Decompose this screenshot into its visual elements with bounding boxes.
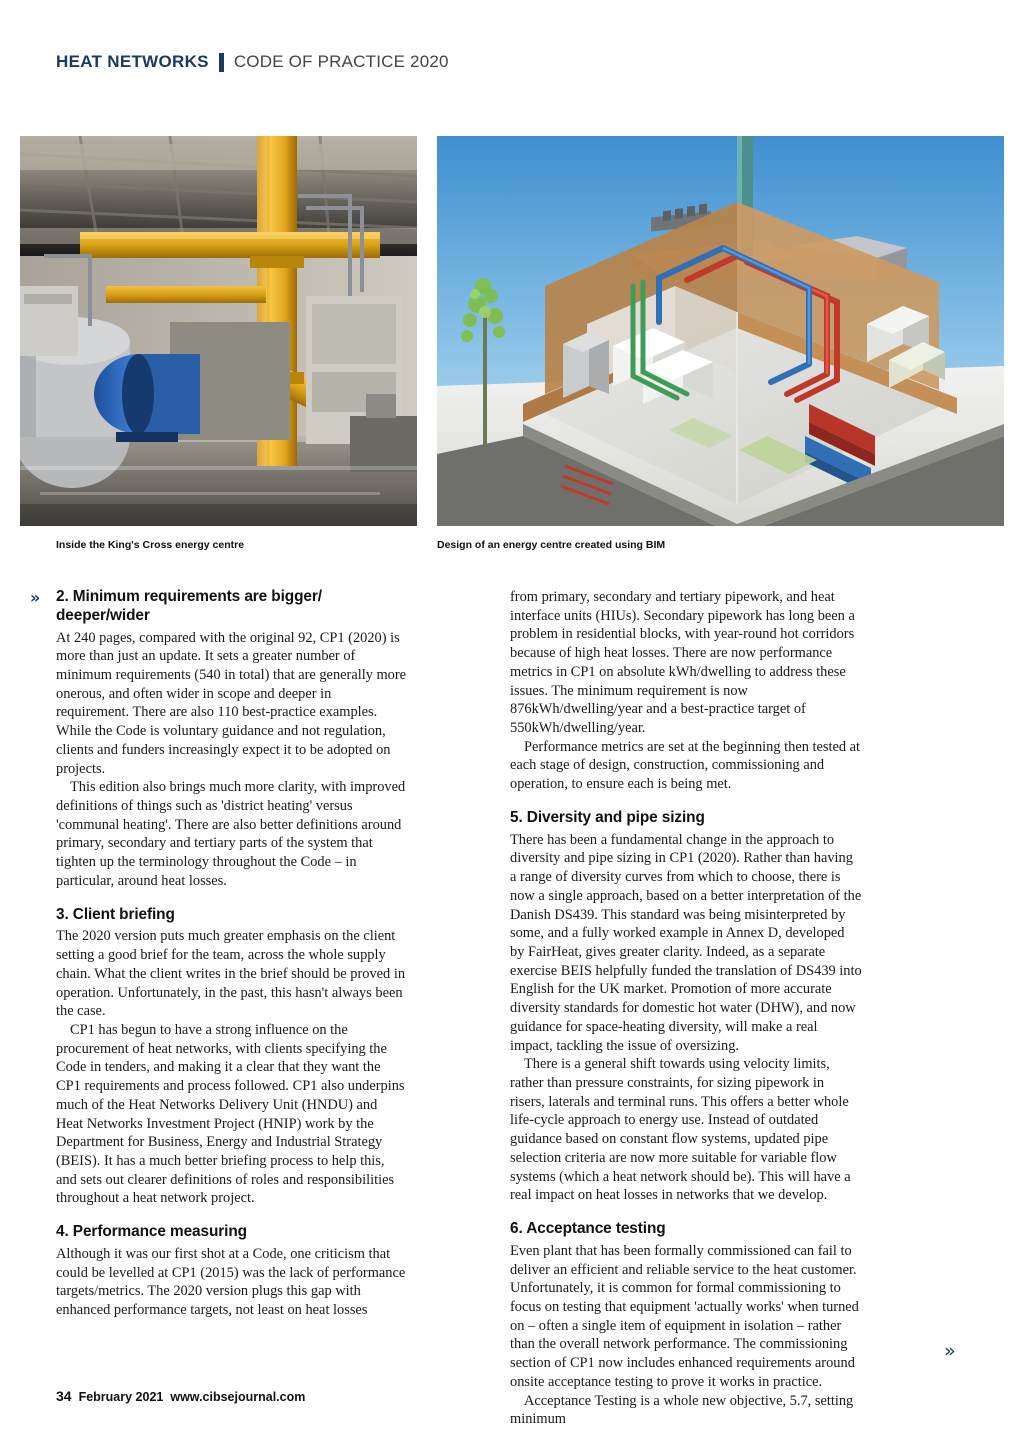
- header-title: HEAT NETWORKS: [56, 52, 209, 71]
- header-divider: [219, 53, 224, 72]
- issue-date: February 2021: [78, 1390, 164, 1404]
- header-subtitle: CODE OF PRACTICE 2020: [233, 52, 449, 71]
- heading-minimum-requirements: [30, 588, 408, 626]
- para-performance-measuring-3: Performance metrics are set at the beginning then tested at each stage of design, construction, commissioning and operation, to ensure each is being met.: [510, 738, 861, 793]
- para-client-briefing-2: CP1 has begun to have a strong influence on the procurement of heat networks, with clients specifying the Code in tenders, and making it a clear that they want the CP1 requirements and process followed. CP1 also underpins much of the Heat Networks Delivery Unit (HNDU) and Heat Networks Investment Project (HNIP) work by the Department for Business, Energy and Industrial Strategy (BEIS). It has a much better briefing process to help this, and sets out clearer definitions of roles and responsibilities throughout a heat network project.: [56, 1022, 405, 1207]
- para-diversity-2: There is a general shift towards using velocity limits, rather than pressure constraints, for sizing pipework in risers, laterals and terminal runs. This offers a better whole life-cycle approach to energy use. Instead of outdated guidance based on constant flow systems, updated pipe selection criteria are now more suitable for variable flow systems (which a heat network should be). This will have a real impact on heat losses in networks that we develop.: [510, 1056, 851, 1204]
- continuation-chevron-icon: »: [944, 1340, 956, 1362]
- para-acceptance-testing-2: Acceptance Testing is a whole new objective, 5.7, setting minimum: [510, 1392, 854, 1428]
- figure-caption-right: Design of an energy centre created using BIM: [437, 539, 666, 551]
- heading-client-briefing: 3. Client briefing: [56, 905, 175, 923]
- heading-performance-measuring: 4. Performance measuring: [56, 1223, 247, 1241]
- para-performance-measuring-2: from primary, secondary and tertiary pipework, and heat interface units (HIUs). Secondary pipework has long been a problem in residential blocks, with year-round hot corridors because of high heat losses. There are now performance metrics in CP1 on absolute kWh/dwelling to address these issues. The minimum requirement is now 876kWh/dwelling/year and a best-practice target of 550kWh/dwelling/year.: [510, 589, 855, 737]
- para-minimum-requirements-1: At 240 pages, compared with the original 92, CP1 (2020) is more than just an update. It sets a greater number of minimum requirements (540 in total) that are generally more onerous, and often wider in scope and deeper in requirement. There are also 110 best-practice examples. While the Code is voluntary guidance and not regulation, clients and funders increasingly expect it to be adopted on projects.: [56, 629, 407, 777]
- para-performance-measuring-1: Although it was our first shot at a Code, one criticism that could be levelled at CP1 (2015) was the lack of performance targets/metrics. The 2020 version plugs this gap with enhanced performance targets, not least on heat losses: [56, 1245, 406, 1319]
- heading-minimum-requirements-text: 2. Minimum requirements are bigger/ deeper/wider: [56, 588, 322, 624]
- heading-diversity-pipe-sizing: 5. Diversity and pipe sizing: [510, 808, 705, 826]
- bim-energy-centre-render: [437, 136, 1004, 526]
- para-minimum-requirements-2: This edition also brings much more clarity, with improved definitions of things such as 'district heating' versus 'communal heating'. There are also better definitions around primary, secondary and tertiary parts of the system that tighten up the terminology throughout the Code – in particular, around heat losses.: [56, 779, 406, 889]
- para-client-briefing-1: The 2020 version puts much greater emphasis on the client setting a good brief for the team, across the whole supply chain. What the client writes in the brief should be proved in operation. Unfortunately, in the past, this hasn't always been the case.: [56, 928, 406, 1020]
- para-acceptance-testing-1: Even plant that has been formally commissioned can fail to deliver an efficient and reliable service to the heat customer. Unfortunately, it is common for formal commissioning to focus on testing that equipment 'actually works' when turned on – often a single item of equipment in isolation – rather than the overall network performance. The commissioning section of CP1 now includes enhanced requirements around onsite acceptance testing to prove it works in practice.: [510, 1242, 859, 1390]
- heading-acceptance-testing: 6. Acceptance testing: [510, 1220, 666, 1238]
- website-url: www.cibsejournal.com: [170, 1390, 306, 1404]
- chevron-double-right-icon: »: [30, 588, 41, 607]
- article-column-right: [510, 588, 862, 1429]
- page-number: 34: [56, 1388, 72, 1404]
- article-column-left: [30, 588, 408, 1320]
- para-diversity-1: There has been a fundamental change in the approach to diversity and pipe sizing in CP1 (2020). Rather than having a range of diversity curves from which to choose, there is now a single approach, based on a better interpretation of the Danish DS439. This standard was being misinterpreted by some, and a fully worked example in Annex D, developed by FairHeat, gives greater clarity. Indeed, as a separate exercise BEIS helpfully funded the translation of DS439 into English for the UK market. Promotion of more accurate diversity standards for domestic hot water (DHW), and now guidance for space-heating diversity, will make a real impact, tackling the issue of oversizing.: [510, 831, 862, 1054]
- page-footer: [56, 1388, 305, 1404]
- figure-caption-left: Inside the King's Cross energy centre: [56, 539, 245, 551]
- page-header: [56, 52, 449, 72]
- kings-cross-energy-centre-photo: [20, 136, 417, 526]
